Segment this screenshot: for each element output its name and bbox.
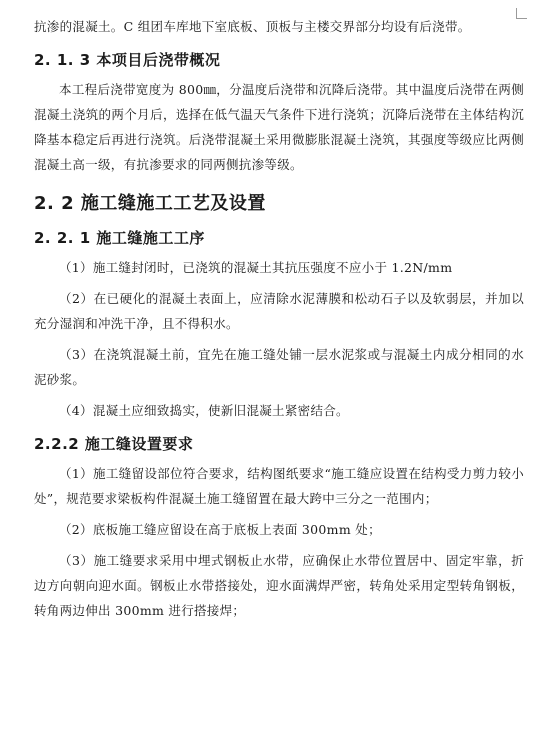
list-item: （2）在已硬化的混凝土表面上，应清除水泥薄膜和松动石子以及软弱层，并加以充分湿润和冲洗干净，且不得积水。 [34, 291, 524, 331]
list-item: （2）底板施工缝应留设在高于底板上表面 300mm 处； [59, 522, 381, 537]
document-content [34, 14, 524, 623]
heading-2-2-2: 2.2.2 施工缝设置要求 [34, 435, 194, 453]
list-item: （3）施工缝要求采用中埋式钢板止水带，应确保止水带位置居中、固定牢靠，折边方向朝向迎水面。钢板止水带搭接处，迎水面满焊严密，转角处采用定型转角钢板，转角两边伸出 300mm 进行搭接焊； [34, 553, 524, 618]
list-item: （1）施工缝留设部位符合要求，结构图纸要求“施工缝应设置在结构受力剪力较小处”，规范要求梁板构件混凝土施工缝留置在最大跨中三分之一范围内； [34, 466, 524, 506]
paragraph-2-1-3: 本工程后浇带宽度为 800㎜，分温度后浇带和沉降后浇带。其中温度后浇带在两侧混凝土浇筑的两个月后，选择在低气温天气条件下进行浇筑；沉降后浇带在主体结构沉降基本稳定后再进行浇筑。后浇带混凝土采用微膨胀混凝土浇筑，其强度等级应比两侧混凝土高一级，有抗渗要求的同两侧抗渗等级。 [34, 82, 524, 172]
list-item: （1）施工缝封闭时，已浇筑的混凝土其抗压强度不应小于 1.2N/mm [59, 260, 453, 275]
heading-2-2: 2. 2 施工缝施工工艺及设置 [34, 193, 266, 214]
heading-2-2-1: 2. 2. 1 施工缝施工工序 [34, 229, 205, 247]
continuation-paragraph: 抗渗的混凝土。C 组团车库地下室底板、顶板与主楼交界部分均设有后浇带。 [34, 19, 471, 34]
list-item: （3）在浇筑混凝土前，宜先在施工缝处铺一层水泥浆或与混凝土内成分相同的水泥砂浆。 [34, 347, 524, 387]
heading-2-1-3: 2. 1. 3 本项目后浇带概况 [34, 51, 221, 69]
list-item: （4）混凝土应细致捣实，使新旧混凝土紧密结合。 [59, 403, 349, 418]
